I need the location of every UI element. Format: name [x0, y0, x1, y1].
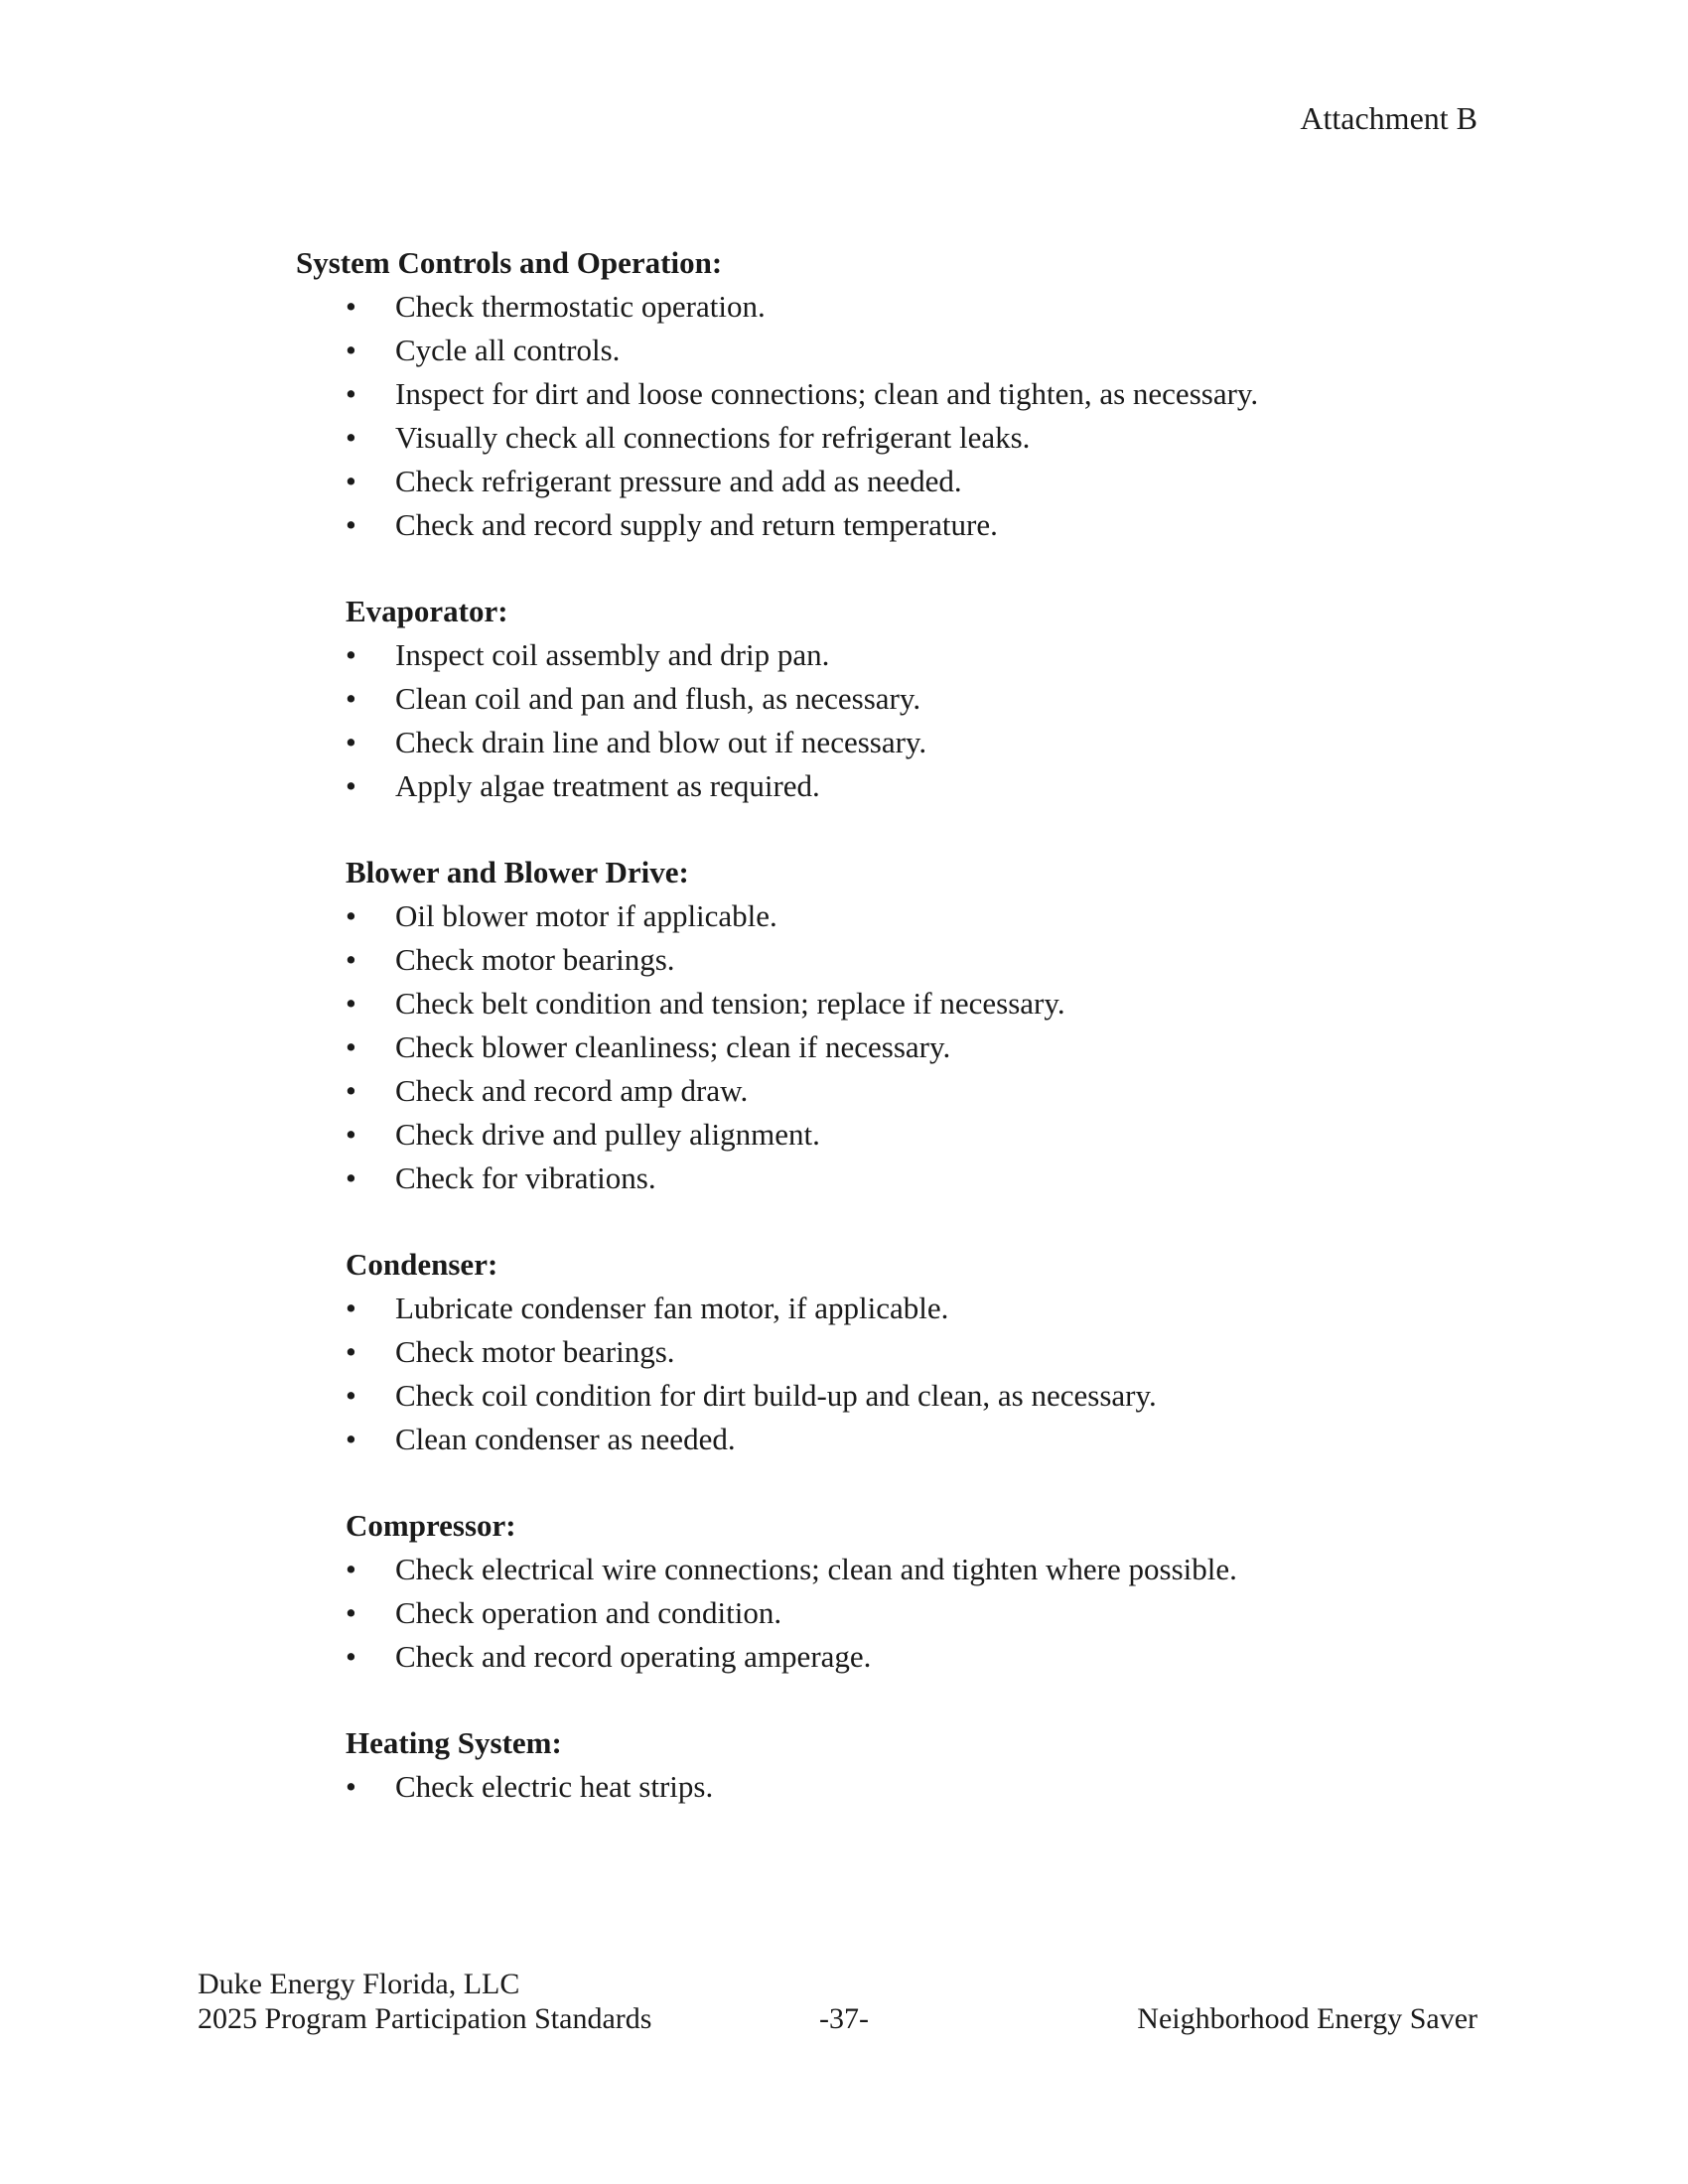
- section-heating: [0, 1721, 1688, 1809]
- list-item: [0, 1025, 1688, 1069]
- section-title: Evaporator:: [346, 594, 508, 628]
- list-item: [0, 416, 1688, 460]
- bullet-icon: •: [346, 1029, 356, 1064]
- item-text: Check and record supply and return temperature.: [395, 507, 998, 542]
- bullet-icon: •: [346, 986, 356, 1021]
- checklist: [0, 1287, 1688, 1461]
- item-text: Inspect for dirt and loose connections; clean and tighten, as necessary.: [395, 376, 1259, 411]
- bullet-icon: •: [346, 942, 356, 977]
- footer-program: Neighborhood Energy Saver: [1137, 2002, 1477, 2035]
- bullet-icon: •: [346, 1291, 356, 1325]
- section-title: System Controls and Operation:: [296, 245, 723, 280]
- section-condenser: [0, 1243, 1688, 1461]
- list-item: [0, 1591, 1688, 1635]
- section-compressor: [0, 1504, 1688, 1679]
- item-text: Check and record amp draw.: [395, 1073, 749, 1108]
- list-item: [0, 764, 1688, 808]
- checklist: [0, 1548, 1688, 1679]
- bullet-icon: •: [346, 768, 356, 803]
- item-text: Check belt condition and tension; replace if necessary.: [395, 986, 1065, 1021]
- list-item: [0, 1287, 1688, 1330]
- section-spacer: [0, 1461, 1688, 1504]
- checklist: [0, 894, 1688, 1200]
- item-text: Visually check all connections for refrigerant leaks.: [395, 420, 1031, 455]
- item-text: Inspect coil assembly and drip pan.: [395, 637, 830, 672]
- bullet-icon: •: [346, 1160, 356, 1195]
- list-item: [0, 721, 1688, 764]
- list-item: [0, 372, 1688, 416]
- section-title: Condenser:: [346, 1247, 498, 1282]
- section-spacer: [0, 1679, 1688, 1721]
- page-number: -37-: [819, 2002, 869, 2035]
- list-item: [0, 1765, 1688, 1809]
- item-text: Check drain line and blow out if necessary.: [395, 725, 927, 759]
- footer-company: Duke Energy Florida, LLC: [198, 1968, 520, 2000]
- item-text: Lubricate condenser fan motor, if applicable.: [395, 1291, 949, 1325]
- bullet-icon: •: [346, 725, 356, 759]
- bullet-icon: •: [346, 637, 356, 672]
- bullet-icon: •: [346, 681, 356, 716]
- bullet-icon: •: [346, 1769, 356, 1804]
- document-body: [0, 241, 1688, 1809]
- bullet-icon: •: [346, 1117, 356, 1152]
- item-text: Check electric heat strips.: [395, 1769, 714, 1804]
- item-text: Check electrical wire connections; clean and tighten where possible.: [395, 1552, 1237, 1586]
- section-title: Blower and Blower Drive:: [346, 855, 689, 889]
- item-text: Oil blower motor if applicable.: [395, 898, 777, 933]
- page-footer: [198, 1967, 1477, 2036]
- section-title: Compressor:: [346, 1508, 516, 1543]
- list-item: [0, 285, 1688, 329]
- bullet-icon: •: [346, 1073, 356, 1108]
- bullet-icon: •: [346, 464, 356, 498]
- item-text: Check motor bearings.: [395, 1334, 675, 1369]
- bullet-icon: •: [346, 1552, 356, 1586]
- list-item: [0, 1418, 1688, 1461]
- item-text: Check operation and condition.: [395, 1595, 782, 1630]
- list-item: [0, 1635, 1688, 1679]
- footer-standards: 2025 Program Participation Standards: [198, 2002, 652, 2035]
- list-item: [0, 1157, 1688, 1200]
- item-text: Check coil condition for dirt build-up and clean, as necessary.: [395, 1378, 1157, 1413]
- section-spacer: [0, 547, 1688, 590]
- section-title: Heating System:: [346, 1725, 562, 1760]
- item-text: Check drive and pulley alignment.: [395, 1117, 820, 1152]
- list-item: [0, 503, 1688, 547]
- bullet-icon: •: [346, 507, 356, 542]
- bullet-icon: •: [346, 1639, 356, 1674]
- item-text: Check refrigerant pressure and add as needed.: [395, 464, 962, 498]
- checklist: [0, 633, 1688, 808]
- bullet-icon: •: [346, 376, 356, 411]
- item-text: Check thermostatic operation.: [395, 289, 766, 324]
- bullet-icon: •: [346, 1378, 356, 1413]
- list-item: [0, 677, 1688, 721]
- item-text: Cycle all controls.: [395, 333, 621, 367]
- checklist: [0, 1765, 1688, 1809]
- list-item: [0, 1069, 1688, 1113]
- bullet-icon: •: [346, 898, 356, 933]
- checklist: [0, 285, 1688, 547]
- section-system-controls: [0, 241, 1688, 547]
- bullet-icon: •: [346, 1595, 356, 1630]
- list-item: [0, 982, 1688, 1025]
- item-text: Check motor bearings.: [395, 942, 675, 977]
- bullet-icon: •: [346, 1422, 356, 1456]
- footer-row: [198, 2001, 1477, 2036]
- section-spacer: [0, 1200, 1688, 1243]
- bullet-icon: •: [346, 333, 356, 367]
- section-evaporator: [0, 590, 1688, 808]
- item-text: Check and record operating amperage.: [395, 1639, 872, 1674]
- list-item: [0, 1374, 1688, 1418]
- list-item: [0, 938, 1688, 982]
- footer-row: [198, 1967, 1477, 2001]
- list-item: [0, 894, 1688, 938]
- list-item: [0, 1330, 1688, 1374]
- list-item: [0, 1548, 1688, 1591]
- item-text: Clean coil and pan and flush, as necessary.: [395, 681, 921, 716]
- item-text: Check for vibrations.: [395, 1160, 656, 1195]
- bullet-icon: •: [346, 1334, 356, 1369]
- item-text: Clean condenser as needed.: [395, 1422, 736, 1456]
- list-item: [0, 460, 1688, 503]
- section-spacer: [0, 808, 1688, 851]
- section-blower: [0, 851, 1688, 1200]
- list-item: [0, 1113, 1688, 1157]
- bullet-icon: •: [346, 289, 356, 324]
- list-item: [0, 329, 1688, 372]
- item-text: Check blower cleanliness; clean if necessary.: [395, 1029, 951, 1064]
- attachment-label: Attachment B: [1300, 100, 1477, 136]
- list-item: [0, 633, 1688, 677]
- item-text: Apply algae treatment as required.: [395, 768, 820, 803]
- bullet-icon: •: [346, 420, 356, 455]
